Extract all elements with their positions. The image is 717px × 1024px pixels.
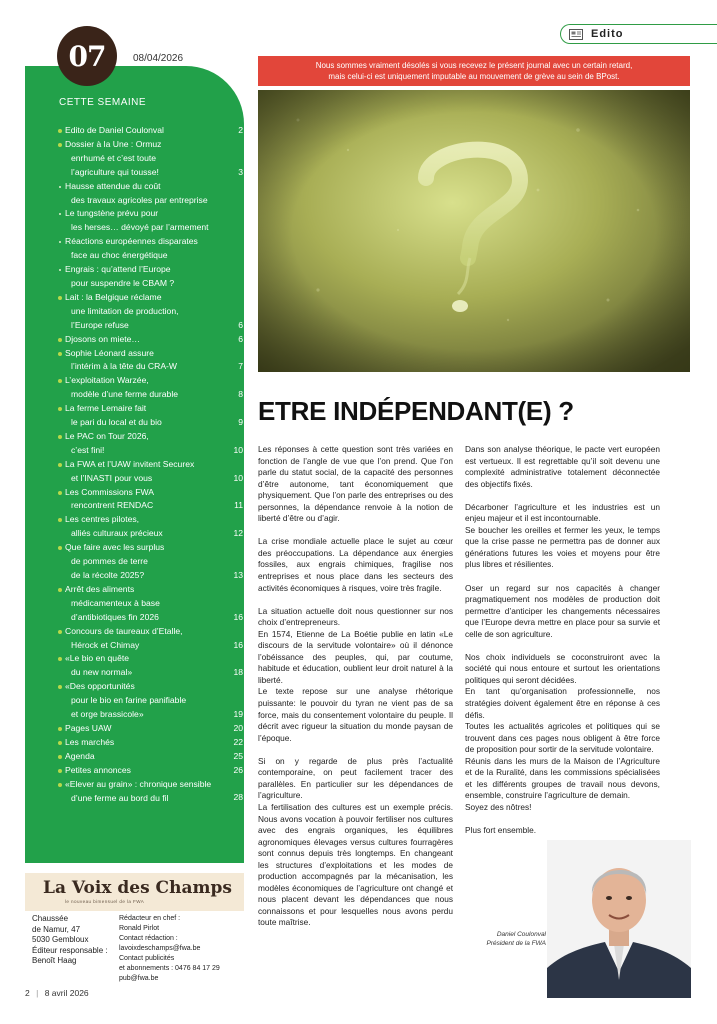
author-name: Daniel Coulonval — [496, 931, 546, 938]
toc-entry-text: de pommes de terre — [71, 556, 148, 567]
article-column-left — [258, 444, 453, 941]
toc-entry-text: c’est fini! — [71, 444, 105, 455]
bullet-icon — [58, 546, 62, 550]
toc-entry[interactable] — [58, 722, 243, 736]
toc-page-number: 28 — [233, 792, 243, 803]
toc-entry-text: face au choc énergétique — [71, 250, 168, 261]
toc-entry-text: Que faire avec les surplus — [65, 542, 165, 553]
issue-number: 07 — [68, 39, 106, 73]
toc-entry[interactable] — [58, 764, 243, 778]
article-text: Se boucher les oreilles et fermer les yeux, le temps que la crise passe ne permettra pas de donner aux générations futures les voies et moyens pour être plus libres et résilientes. — [465, 524, 660, 570]
page-number: 2 — [25, 988, 30, 998]
toc-entry-text: Edito de Daniel Coulonval — [65, 125, 164, 135]
question-mark-illustration — [258, 90, 690, 372]
article-text: Soyez des nôtres! — [465, 801, 532, 812]
bullet-icon — [59, 213, 61, 215]
bullet-icon — [58, 379, 62, 383]
contact-line: Ronald Pirlot — [119, 925, 160, 932]
article-column-right — [465, 444, 660, 848]
bullet-icon — [58, 491, 62, 495]
publication-logo — [25, 873, 244, 911]
article-paragraph — [258, 444, 453, 525]
toc-page-number: 12 — [233, 528, 243, 539]
toc-entry-text: l’Europe refuse — [71, 319, 129, 330]
article-text: Dans son analyse théorique, le pacte vert européen est vertueux. Il est regrettable qu’il soit devenu une complexité administrative totalement déconnectée des objectifs fixés. — [465, 444, 660, 489]
toc-page-number: 16 — [233, 611, 243, 622]
toc-entry[interactable] — [58, 138, 243, 180]
newspaper-icon — [569, 29, 583, 40]
toc-page-number: 26 — [233, 764, 243, 775]
toc-entry-text: Hausse attendue du coût — [65, 180, 161, 191]
toc-entry[interactable] — [58, 750, 243, 764]
article-paragraph — [258, 536, 453, 594]
toc-page-number: 10 — [233, 444, 243, 455]
article-headline: ETRE INDÉPENDANT(E) ? — [258, 396, 574, 426]
bullet-icon — [58, 518, 62, 522]
toc-entry[interactable] — [58, 124, 243, 138]
article-text: Oser un regard sur nos capacités à changer pragmatiquement nos modèles de production doit permettre d’anticiper les changements nécessaires que l’Europe devra mettre en place pour sa survie et celle de son agriculture. — [465, 582, 660, 639]
toc-entry-text: Sophie Léonard assure — [65, 347, 154, 358]
toc-entry-text: Les marchés — [65, 736, 115, 747]
toc-entry[interactable] — [58, 374, 243, 402]
toc-entry-text: les herses… dévoyé par l’armement — [71, 222, 209, 233]
toc-page-number: 8 — [238, 389, 243, 400]
toc-entry-text: une limitation de production, — [71, 305, 179, 316]
toc-entry-text: de la récolte 2025? — [71, 570, 145, 580]
toc-entry-text: Pages UAW — [65, 722, 112, 733]
toc-entry-text: Engrais : qu’attend l’Europe — [65, 264, 171, 275]
bullet-icon — [59, 186, 61, 188]
bullet-icon — [59, 269, 61, 271]
article-paragraph — [465, 502, 660, 571]
toc-page-number: 10 — [233, 472, 243, 483]
issue-date: 08/04/2026 — [133, 53, 184, 64]
toc-entry[interactable] — [58, 652, 243, 680]
bullet-icon — [58, 657, 62, 661]
author-role: Président de la FWA — [486, 940, 546, 947]
toc-entry-text: «Des opportunités — [65, 681, 135, 692]
toc-entry[interactable] — [58, 513, 243, 541]
bullet-icon — [58, 435, 62, 439]
section-tab — [560, 24, 717, 44]
bullet-icon — [58, 143, 62, 147]
bullet-icon — [58, 129, 62, 133]
toc-entry[interactable] — [58, 486, 243, 514]
toc-entry-text: Agenda — [65, 750, 95, 761]
footer-date: 8 avril 2026 — [44, 988, 89, 998]
article-text: En 1574, Etienne de La Boétie publie en latin «Le discours de la servitude volontaire» où il dénonce l’obéissance des peuples, qui, par coutume, habitude et éducation, oublient leur droit naturel à la liberté. — [258, 628, 453, 685]
table-of-contents-panel — [25, 66, 244, 863]
article-paragraph — [465, 444, 660, 490]
toc-page-number: 6 — [238, 319, 243, 330]
article-text: La crise mondiale actuelle place le sujet au cœur des préoccupations. La dépendance aux énergies fossiles, aux engrais chimiques, fragilise nos entreprises et nous place dans les secteurs des activités économiques à risques, voire très fragile. — [258, 536, 453, 593]
toc-entry-text: Le PAC on Tour 2026, — [65, 430, 149, 441]
article-paragraph — [465, 652, 660, 814]
notice-banner — [258, 56, 690, 86]
toc-entry[interactable] — [58, 736, 243, 750]
article-paragraph — [258, 756, 453, 929]
toc-heading: CETTE SEMAINE — [59, 97, 147, 108]
toc-page-number: 7 — [238, 361, 243, 372]
notice-line: Nous sommes vraiment désolés si vous recevez le présent journal avec un certain retard, — [315, 61, 633, 70]
toc-entry-text: et orge brassicole» — [71, 709, 144, 720]
bullet-icon — [58, 588, 62, 592]
toc-entry-text: pour le bio en farine panifiable — [71, 695, 187, 706]
author-portrait — [547, 840, 691, 998]
bullet-icon — [58, 769, 62, 773]
toc-entry[interactable] — [58, 235, 228, 263]
article-paragraph — [465, 583, 660, 641]
bullet-icon — [58, 630, 62, 634]
publisher-address — [32, 914, 112, 967]
toc-entry-text: Djosons on miete… — [65, 333, 140, 344]
toc-entry-text: modèle d’une ferme durable — [71, 389, 179, 400]
toc-entry-text: des travaux agricoles par entreprise — [71, 194, 208, 205]
bullet-icon — [58, 352, 62, 356]
toc-entry[interactable] — [58, 207, 228, 235]
toc-entry-text: Dossier à la Une : Ormuz — [65, 138, 162, 149]
toc-entry-text: Petites annonces — [65, 764, 131, 775]
toc-entry-text: l’intérim à la tête du CRA-W — [71, 361, 178, 372]
notice-line: mais celui-ci est uniquement imputable au mouvement de grève au sein de BPost. — [328, 72, 620, 81]
toc-entry-text: et l’INASTI pour vous — [71, 472, 153, 483]
toc-page-number: 13 — [233, 569, 243, 580]
article-text: Toutes les actualités agricoles et politiques qui se trouvent dans ces pages nous obligent à être force de proposition pour sortir de la servitude volontaire. — [465, 721, 660, 755]
toc-page-number: 3 — [238, 166, 243, 177]
bullet-icon — [59, 241, 61, 243]
bullet-icon — [58, 741, 62, 745]
article-text: La fertilisation des cultures est un exemple précis. Nous avons vocation à pouvoir fertiliser nos cultures avec des engrais organiques, les équilibres agronomiques élevages versus cultures fourragères sont connus depuis très longtemps. En changeant les structures d’exploitations et les modes de production accompagnés par la mécanisation, les modèles économiques de l’agriculture ont changé et nous placent devant les dépendances que nous connaissons et pour lesquelles nous avons perdu toute maîtrise. — [258, 801, 453, 928]
toc-entry-text: Les Commissions FWA — [65, 486, 154, 497]
toc-entry-text: «Le bio en quête — [65, 653, 130, 664]
toc-entry-text: Le tungstène prévu pour — [65, 208, 159, 219]
address-line: Chaussée — [32, 914, 69, 923]
bullet-icon — [58, 783, 62, 787]
bullet-icon — [58, 685, 62, 689]
section-label: Edito — [591, 28, 624, 40]
contact-line: Contact rédaction : — [119, 935, 178, 942]
article-text: Les réponses à cette question sont très variées en fonction de l’angle de vue que l’on prend. Que l’on parle du statut social, de la capacité des personnes d’être autonome, tant économiquement que physiquement. Que l’on parle des entreprises ou des personnes, la dépendance renvoie à la notion de liberté d’être ou d’agir. — [258, 444, 453, 524]
toc-entry-text: du new normal» — [71, 667, 133, 678]
toc-entry-text: le pari du local et du bio — [71, 417, 162, 428]
toc-entry[interactable] — [58, 625, 243, 653]
logo-title: La Voix des Champs — [43, 878, 232, 898]
portrait-illustration — [547, 840, 691, 998]
bullet-icon — [58, 463, 62, 467]
article-text: Décarboner l’agriculture et les industries est un enjeu majeur et il est incontournable. — [465, 501, 660, 524]
toc-entry[interactable] — [58, 583, 243, 625]
toc-page-number: 22 — [233, 736, 243, 747]
bullet-icon — [58, 407, 62, 411]
toc-entry-text: Concours de taureaux d’Etalle, — [65, 625, 183, 636]
toc-entry-text: pour suspendre le CBAM ? — [71, 277, 175, 288]
toc-page-number: 11 — [234, 500, 243, 511]
toc-entry-text: Hérock et Chimay — [71, 639, 140, 650]
page-footer: 2 | 8 avril 2026 — [25, 988, 89, 998]
toc-page-number: 25 — [233, 750, 243, 761]
toc-entry[interactable] — [58, 291, 243, 333]
toc-entry-text: médicamenteux à base — [71, 597, 160, 608]
toc-page-number: 6 — [238, 333, 243, 344]
toc-entry[interactable] — [58, 680, 243, 722]
contact-line: et abonnements : 0476 84 17 29 — [119, 965, 220, 972]
toc-entry[interactable] — [58, 430, 243, 458]
article-paragraph — [465, 825, 660, 837]
toc-page-number: 9 — [238, 417, 243, 428]
toc-list — [58, 124, 243, 805]
toc-entry-text: Les centres pilotes, — [65, 514, 140, 525]
toc-entry-text: Arrêt des aliments — [65, 583, 135, 594]
toc-entry[interactable] — [58, 458, 243, 486]
toc-entry-text: La FWA et l’UAW invitent Securex — [65, 458, 195, 469]
contact-line: Contact publicités — [119, 955, 175, 962]
toc-entry[interactable] — [58, 180, 228, 208]
contact-email[interactable]: pub@fwa.be — [119, 975, 159, 982]
logo-subtitle: le nouveau bimensuel de la FWA — [65, 899, 145, 904]
bullet-icon — [58, 755, 62, 759]
toc-entry[interactable] — [58, 778, 243, 806]
article-paragraph — [258, 606, 453, 745]
contact-email[interactable]: lavoixdeschamps@fwa.be — [119, 945, 201, 952]
contact-line: Rédacteur en chef : — [119, 915, 181, 922]
toc-page-number: 20 — [233, 722, 243, 733]
toc-entry[interactable] — [58, 402, 243, 430]
toc-entry-text: l’agriculture qui tousse! — [71, 166, 159, 177]
toc-entry[interactable] — [58, 263, 228, 291]
toc-entry[interactable] — [58, 333, 243, 347]
toc-page-number: 18 — [233, 667, 243, 678]
toc-entry-text: d’une ferme au bord du fil — [71, 792, 169, 803]
article-text: Plus fort ensemble. — [465, 825, 537, 836]
bullet-icon — [58, 296, 62, 300]
toc-entry-text: d’antibiotiques fin 2026 — [71, 611, 159, 622]
article-text: Nos choix individuels se coconstruiront avec la société qui nous entoure et surtout les orientations politiques qui seront décidées. — [465, 651, 660, 685]
issue-number-badge — [57, 26, 117, 86]
toc-entry-text: Réactions européennes disparates — [65, 236, 198, 247]
toc-entry-text: alliés culturaux précieux — [71, 528, 163, 539]
article-text: La situation actuelle doit nous questionner sur nos choix d’entrepreneurs. — [258, 605, 453, 628]
bullet-icon — [58, 338, 62, 342]
address-line: Éditeur responsable : — [32, 945, 108, 955]
bullet-icon — [58, 727, 62, 731]
toc-entry-text: enrhumé et c’est toute — [71, 152, 157, 163]
author-caption — [471, 930, 546, 948]
toc-page-number: 19 — [233, 709, 243, 720]
address-line: Benoît Haag — [32, 956, 77, 965]
toc-entry[interactable] — [58, 347, 243, 375]
address-line: de Namur, 47 — [32, 924, 81, 934]
toc-entry-text: rencontrent RENDAC — [71, 500, 154, 511]
toc-page-number: 16 — [233, 639, 243, 650]
address-line: 5030 Gembloux — [32, 935, 89, 944]
toc-page-number: 2 — [238, 125, 243, 135]
toc-entry-text: Lait : la Belgique réclame — [65, 291, 162, 302]
article-text: En tant qu’organisation professionnelle, nos stratégies doivent également être en réponse à ces défis. — [465, 686, 660, 720]
publisher-contacts — [119, 914, 244, 984]
article-text: Le texte repose sur une analyse rhétorique puissante: le pouvoir du tyran ne vient pas de sa force, mais du consentement volontaire du peuple. Il décrit avec rigueur la situation du monde paysan de l’époque. — [258, 686, 453, 743]
question-mark-photo — [258, 90, 690, 372]
toc-entry-text: L’exploitation Warzée, — [65, 375, 149, 386]
toc-entry-text: La ferme Lemaire fait — [65, 403, 147, 414]
article-text: Réunis dans les murs de la Maison de l’Agriculture et de la Ruralité, dans les commissions spécialisées et les différents groupes de travail nous devons, ensemble, construire l’agriculture de demain. — [465, 755, 660, 801]
toc-entry[interactable] — [58, 541, 243, 583]
article-text: Si on y regarde de plus près l’actualité contemporaine, on peut facilement tracer des parallèles. En particulier sur les dépendances de l’agriculture. — [258, 755, 453, 801]
toc-entry-text: «Elever au grain» : chronique sensible — [65, 778, 212, 789]
